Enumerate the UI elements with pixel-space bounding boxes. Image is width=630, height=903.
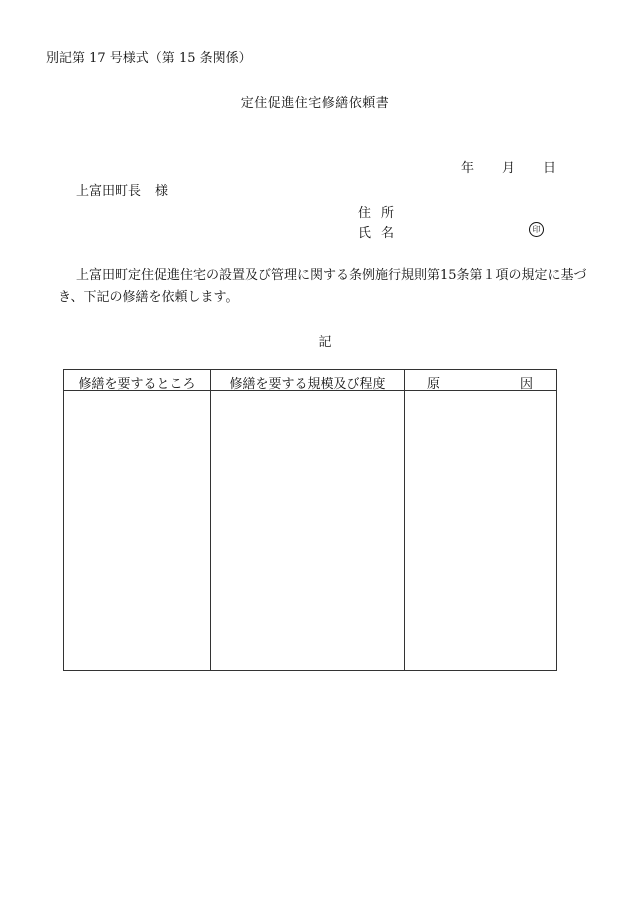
date-day: 日 (543, 161, 557, 176)
form-number: 別記第 17 号様式（第 15 条関係） (46, 51, 252, 66)
header-repair-scale: 修繕を要する規模及び程度 (229, 377, 386, 392)
date-month: 月 (502, 161, 516, 176)
address-label-char-1: 住 (358, 206, 372, 221)
cell-repair-scale[interactable] (211, 391, 404, 670)
table-header-row (64, 370, 556, 391)
header-cause-char-1: 原 (427, 377, 441, 392)
request-body-text: 上富田町定住促進住宅の設置及び管理に関する条例施行規則第15条第１項の規定に基づき、下記の修繕を依頼します。 (58, 268, 587, 305)
addressee-honorific: 様 (155, 184, 169, 199)
repair-table (63, 369, 557, 671)
seal-mark: 印 (529, 222, 544, 237)
name-label-char-2: 名 (381, 226, 395, 241)
name-label (358, 222, 394, 241)
date-year: 年 (461, 161, 475, 176)
header-repair-location: 修繕を要するところ (78, 377, 196, 392)
address-label-char-2: 所 (381, 206, 395, 221)
date-line (461, 157, 556, 176)
address-label (358, 202, 394, 221)
cell-cause[interactable] (405, 391, 556, 670)
name-label-char-1: 氏 (358, 226, 372, 241)
document-title: 定住促進住宅修繕依頼書 (240, 96, 390, 111)
addressee-name: 上富田町長 (76, 184, 142, 199)
cell-repair-location[interactable] (64, 391, 210, 670)
ki-heading: 記 (318, 335, 332, 350)
header-cause-char-2: 因 (520, 377, 534, 392)
addressee (76, 180, 168, 199)
